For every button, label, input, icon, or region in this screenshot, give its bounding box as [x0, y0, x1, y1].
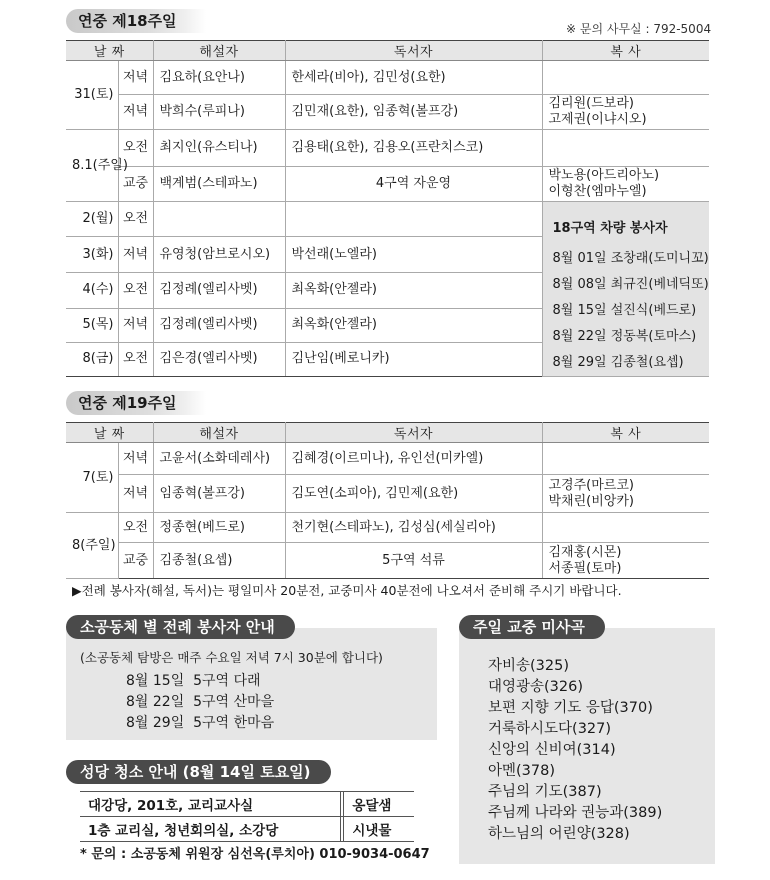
hymn-item: 신앙의 신비여(314) — [488, 742, 616, 758]
header-commentator: 해설자 — [153, 423, 285, 443]
cleaning-place: 대강당, 201호, 교리교사실 — [80, 792, 341, 817]
date-cell: 8(금) — [66, 342, 118, 376]
date-cell: 7(토) — [66, 443, 118, 513]
server-name: 김리원(드보라) — [548, 96, 634, 111]
commentator-cell: 최지인(유스티나) — [153, 130, 285, 167]
cleaning-group: 옹달샘 — [344, 792, 414, 817]
time-cell: 저녁 — [118, 475, 153, 513]
table-header-row — [66, 423, 709, 443]
hymns-panel — [459, 628, 715, 864]
reader-cell: 박선래(노엘라) — [285, 237, 542, 273]
reader-cell: 4구역 자운영 — [285, 167, 542, 202]
time-cell: 오전 — [118, 342, 153, 376]
week18-schedule-table — [66, 40, 709, 377]
reader-cell: 최옥화(안젤라) — [285, 308, 542, 342]
reader-cell: 천기현(스테파노), 김성심(세실리아) — [285, 513, 542, 543]
header-server: 복 사 — [542, 41, 709, 61]
table-row — [66, 475, 709, 513]
server-cell — [542, 167, 709, 202]
header-commentator: 해설자 — [153, 41, 285, 61]
server-cell — [542, 61, 709, 95]
commentator-cell — [153, 202, 285, 237]
server-name: 박채린(비앙카) — [548, 493, 634, 509]
commentator-cell: 김정례(엘리사벳) — [153, 308, 285, 342]
community-item: 8월 22일 5구역 산마을 — [126, 694, 275, 710]
time-cell: 오전 — [118, 202, 153, 237]
date-cell: 2(월) — [66, 202, 118, 237]
date-cell: 4(수) — [66, 273, 118, 308]
date-cell: 31(토) — [66, 61, 118, 130]
commentator-cell: 김요하(요안나) — [153, 61, 285, 95]
office-contact: ※ 문의 사무실 : 792-5004 — [566, 22, 712, 36]
header-date: 날 짜 — [66, 423, 153, 443]
server-name: 고경주(마르코) — [548, 477, 634, 493]
table-row — [80, 817, 414, 842]
week19-schedule-table — [66, 422, 709, 579]
cleaning-title: 성당 청소 안내 (8월 14일 토요일) — [66, 760, 331, 784]
server-cell — [542, 513, 709, 543]
cleaning-table — [80, 791, 414, 842]
vehicle-item: 8월 15일 설진식(베드로) — [552, 303, 697, 318]
server-cell — [542, 443, 709, 475]
header-date: 날 짜 — [66, 41, 153, 61]
table-row — [66, 167, 709, 202]
reader-cell: 김용태(요한), 김용오(프란치스코) — [285, 130, 542, 167]
reader-cell: 김민재(요한), 임종혁(볼프강) — [285, 95, 542, 130]
reader-cell: 김도연(소피아), 김민제(요한) — [285, 475, 542, 513]
table-row — [66, 443, 709, 475]
header-server: 복 사 — [542, 423, 709, 443]
time-cell: 오전 — [118, 273, 153, 308]
time-cell: 저녁 — [118, 95, 153, 130]
time-cell: 교중 — [118, 543, 153, 579]
table-row — [80, 792, 414, 817]
cleaning-group: 시냇물 — [344, 817, 414, 842]
table-row — [66, 513, 709, 543]
commentator-cell: 백계범(스테파노) — [153, 167, 285, 202]
hymn-item: 주님께 나라와 권능과(389) — [488, 805, 663, 821]
reader-cell: 5구역 석류 — [285, 543, 542, 579]
server-cell — [542, 543, 709, 579]
time-cell: 저녁 — [118, 308, 153, 342]
server-name: 박노용(아드리아노) — [548, 168, 660, 183]
vehicle-volunteers-title: 18구역 차량 봉사자 — [552, 221, 668, 236]
community-item: 8월 29일 5구역 한마음 — [126, 715, 275, 731]
cleaning-contact: * 문의 : 소공동체 위원장 심선옥(루치아) 010-9034-0647 — [80, 847, 430, 862]
commentator-cell: 김은경(엘리사벳) — [153, 342, 285, 376]
hymn-item: 주님의 기도(387) — [488, 784, 602, 800]
vehicle-item: 8월 01일 조창래(도미니꼬) — [552, 251, 709, 266]
date-cell: 3(화) — [66, 237, 118, 273]
reader-cell: 한세라(비아), 김민성(요한) — [285, 61, 542, 95]
community-panel — [66, 628, 437, 740]
commentator-cell: 김종철(요셉) — [153, 543, 285, 579]
commentator-cell: 임종혁(볼프강) — [153, 475, 285, 513]
reader-cell — [285, 202, 542, 237]
time-cell: 저녁 — [118, 61, 153, 95]
hymn-item: 보편 지향 기도 응답(370) — [488, 700, 653, 716]
week19-title: 연중 제19주일 — [66, 391, 206, 415]
hymn-item: 대영광송(326) — [488, 679, 584, 695]
table-header-row — [66, 41, 709, 61]
table-row — [66, 130, 709, 167]
table-row — [66, 61, 709, 95]
commentator-cell: 김정례(엘리사벳) — [153, 273, 285, 308]
server-name: 김재홍(시몬) — [548, 544, 622, 560]
community-title: 소공동체 별 전례 봉사자 안내 — [66, 615, 295, 639]
time-cell: 오전 — [118, 513, 153, 543]
reader-cell: 김혜경(이르미나), 유인선(미카엘) — [285, 443, 542, 475]
time-cell: 저녁 — [118, 237, 153, 273]
commentator-cell: 유영청(암브로시오) — [153, 237, 285, 273]
cleaning-place: 1층 교리실, 청년회의실, 소강당 — [80, 817, 341, 842]
vehicle-volunteers-box — [542, 202, 709, 377]
server-cell — [542, 130, 709, 167]
date-cell: 5(목) — [66, 308, 118, 342]
header-reader: 독서자 — [285, 423, 542, 443]
hymn-item: 거룩하시도다(327) — [488, 721, 612, 737]
date-cell: 8(주일) — [66, 513, 118, 579]
hymn-item: 하느님의 어린양(328) — [488, 826, 630, 842]
server-name: 서종필(토마) — [548, 560, 622, 576]
server-cell — [542, 95, 709, 130]
table-row — [66, 543, 709, 579]
server-name: 이형찬(엠마누엘) — [548, 184, 647, 199]
table-row — [66, 95, 709, 130]
commentator-cell: 박희수(루피나) — [153, 95, 285, 130]
reader-cell: 최옥화(안젤라) — [285, 273, 542, 308]
vehicle-item: 8월 29일 김종철(요셉) — [552, 355, 684, 370]
hymn-item: 자비송(325) — [488, 658, 570, 674]
community-item: 8월 15일 5구역 다래 — [126, 673, 261, 689]
vehicle-item: 8월 22일 정동복(토마스) — [552, 329, 697, 344]
header-reader: 독서자 — [285, 41, 542, 61]
volunteer-footnote: ▶전례 봉사자(해설, 독서)는 평일미사 20분전, 교중미사 40분전에 나오셔서 준비해 주시기 바랍니다. — [72, 583, 622, 598]
vehicle-item: 8월 08일 최규진(베네딕또) — [552, 277, 709, 292]
reader-cell: 김난임(베로니카) — [285, 342, 542, 376]
hymns-title: 주일 교중 미사곡 — [459, 615, 605, 639]
community-note: (소공동체 탐방은 매주 수요일 저녁 7시 30분에 합니다) — [80, 650, 383, 665]
time-cell: 교중 — [118, 167, 153, 202]
server-name: 고제권(이냐시오) — [548, 112, 647, 127]
week18-title: 연중 제18주일 — [66, 9, 206, 33]
hymn-item: 아멘(378) — [488, 763, 556, 779]
commentator-cell: 고윤서(소화데레사) — [153, 443, 285, 475]
table-row — [66, 202, 709, 237]
date-cell: 8.1(주일) — [66, 130, 118, 202]
server-cell — [542, 475, 709, 513]
time-cell: 저녁 — [118, 443, 153, 475]
commentator-cell: 정종현(베드로) — [153, 513, 285, 543]
time-cell: 오전 — [118, 130, 153, 167]
